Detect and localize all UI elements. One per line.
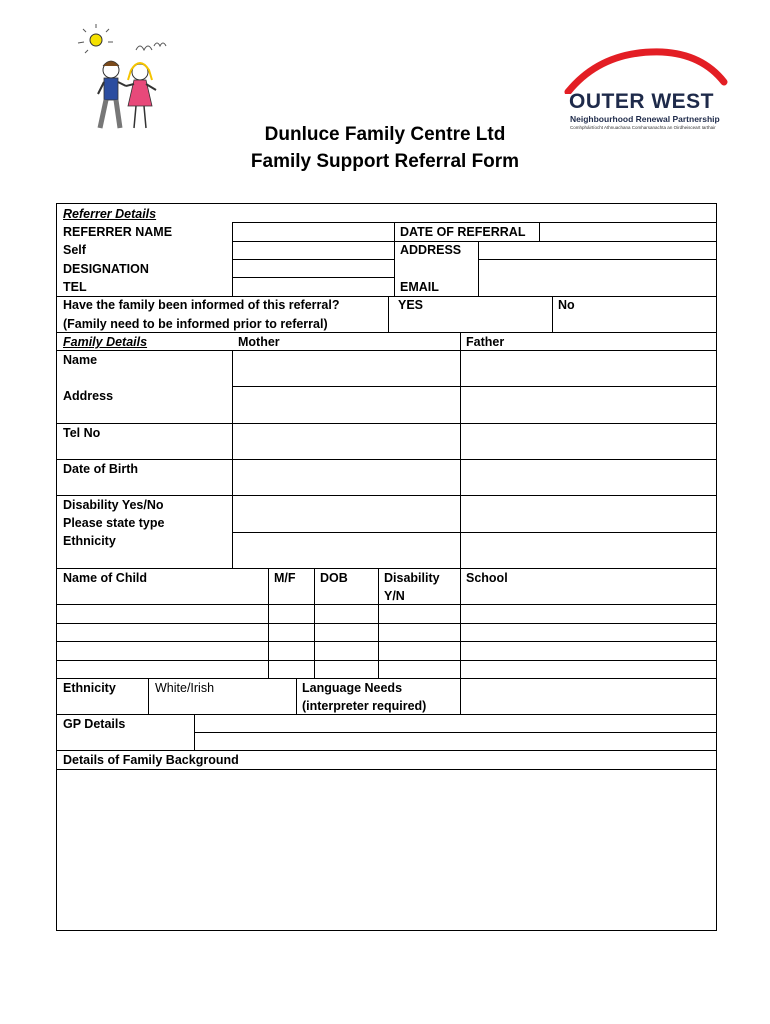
outer-west-arc-logo-icon (562, 46, 732, 94)
father-column-header: Father (466, 335, 505, 349)
child-row-3[interactable] (57, 642, 716, 659)
page-title: Dunluce Family Centre Ltd (264, 124, 506, 145)
self-field[interactable] (233, 242, 393, 259)
family-background-field[interactable] (57, 770, 716, 930)
family-background-label: Details of Family Background (63, 753, 239, 767)
informed-note-label: (Family need to be informed prior to referral) (63, 317, 328, 331)
no-label: No (558, 298, 575, 312)
father-dob-field[interactable] (461, 460, 716, 495)
date-of-referral-field[interactable] (540, 223, 716, 241)
informed-question-label: Have the family been informed of this referral? (63, 298, 340, 312)
family-dob-label: Date of Birth (63, 462, 138, 476)
interpreter-label: (interpreter required) (302, 699, 427, 713)
referrer-details-heading: Referrer Details (63, 207, 157, 221)
mf-header: M/F (274, 571, 296, 585)
address-field[interactable] (479, 242, 716, 277)
gp-details-field-1[interactable] (195, 715, 716, 732)
no-checkbox[interactable] (590, 297, 716, 331)
family-details-heading: Family Details (63, 335, 148, 349)
family-name-label: Name (63, 353, 98, 367)
disability-header: Disability (384, 571, 440, 585)
family-disability-type-label: Please state type (63, 516, 165, 530)
designation-field[interactable] (233, 260, 393, 277)
date-of-referral-label: DATE OF REFERRAL (400, 225, 526, 239)
mother-name-field[interactable] (233, 351, 459, 386)
referrer-name-label: REFERRER NAME (63, 225, 173, 239)
child-row-2[interactable] (57, 624, 716, 640)
email-field[interactable] (479, 278, 716, 296)
father-name-field[interactable] (461, 351, 716, 386)
designation-label: DESIGNATION (63, 262, 149, 276)
outer-west-logo-text: OUTER WEST (569, 90, 714, 113)
gp-details-field-2[interactable] (195, 733, 716, 750)
mother-disability-field[interactable] (233, 496, 459, 532)
father-disability-field[interactable] (461, 496, 716, 532)
family-ethnicity-label: Ethnicity (63, 534, 116, 548)
disability-yn-header: Y/N (384, 589, 405, 603)
father-tel-field[interactable] (461, 424, 716, 459)
outer-west-logo-irish: Comhpháirtíocht Athnuachana Comharsanachta an Oirdheisceart Iarthair (570, 125, 716, 130)
children-drawing-logo-icon (66, 20, 176, 135)
language-needs-label: Language Needs (302, 681, 403, 695)
mother-ethnicity-field[interactable] (233, 533, 459, 568)
referrer-name-field[interactable] (233, 223, 393, 241)
yes-label: YES (398, 298, 424, 312)
yes-checkbox[interactable] (440, 297, 550, 331)
page-subtitle: Family Support Referral Form (250, 151, 520, 172)
mother-tel-field[interactable] (233, 424, 459, 459)
outer-west-logo-subtext: Neighbourhood Renewal Partnership (570, 114, 720, 124)
address-label: ADDRESS (400, 243, 462, 257)
email-label: EMAIL (400, 280, 439, 294)
ethnicity-label: Ethnicity (63, 681, 116, 695)
father-address-field[interactable] (461, 387, 716, 422)
language-needs-field[interactable] (461, 679, 716, 714)
mother-address-field[interactable] (233, 387, 459, 422)
tel-field[interactable] (233, 278, 393, 296)
father-ethnicity-field[interactable] (461, 533, 716, 568)
school-header: School (466, 571, 508, 585)
tel-label: TEL (63, 280, 87, 294)
mother-column-header: Mother (238, 335, 280, 349)
self-label: Self (63, 243, 86, 257)
child-row-1[interactable] (57, 605, 716, 622)
family-address-label: Address (63, 389, 114, 403)
ethnicity-value[interactable]: White/Irish (155, 681, 215, 695)
family-disability-label: Disability Yes/No (63, 498, 164, 512)
child-row-4[interactable] (57, 661, 716, 677)
mother-dob-field[interactable] (233, 460, 459, 495)
name-of-child-header: Name of Child (63, 571, 148, 585)
gp-details-label: GP Details (63, 717, 126, 731)
dob-header: DOB (320, 571, 348, 585)
family-tel-label: Tel No (63, 426, 101, 440)
